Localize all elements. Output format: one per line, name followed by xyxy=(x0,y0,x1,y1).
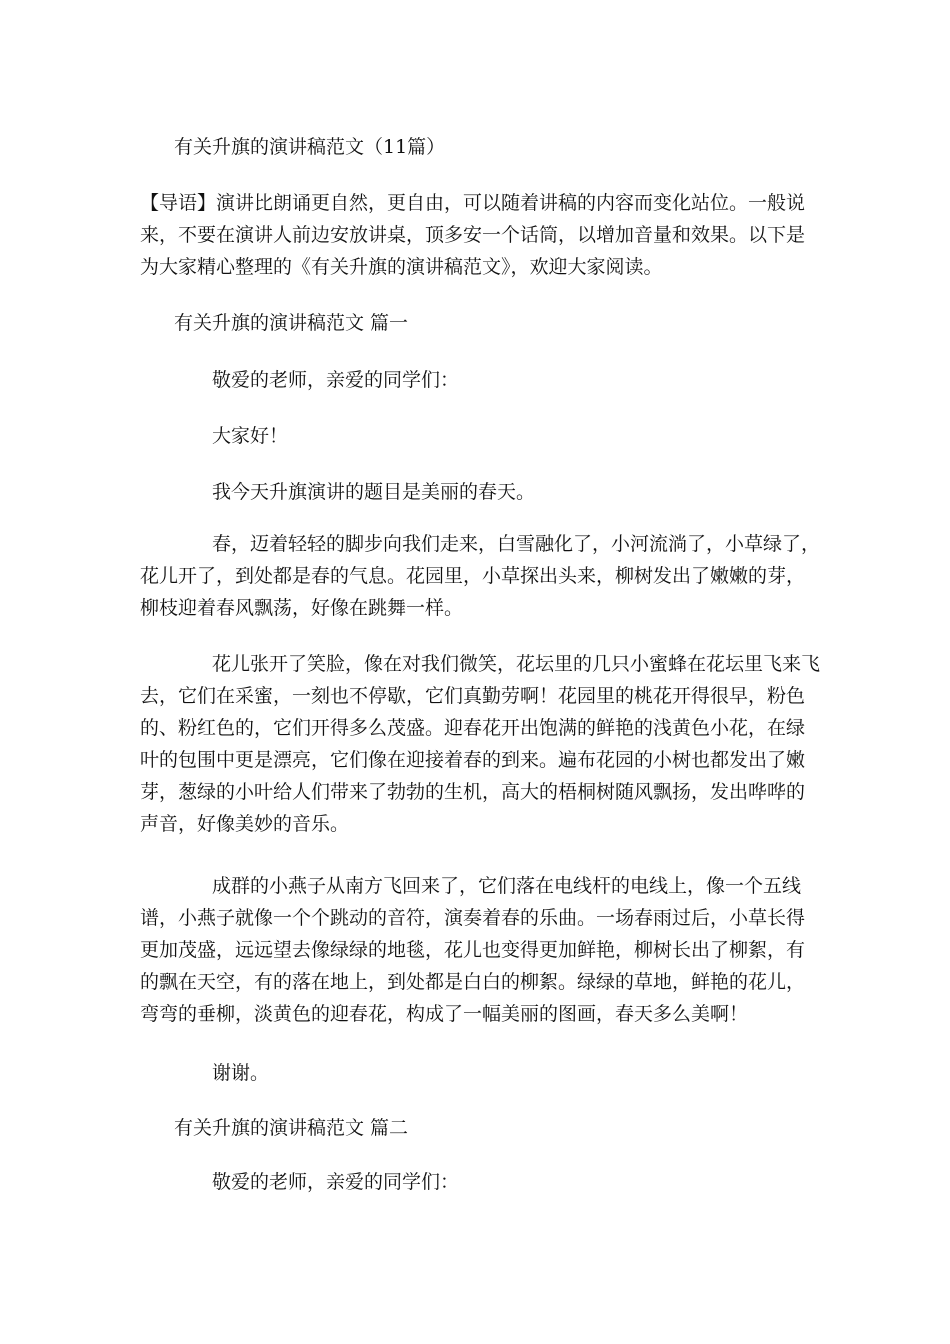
section-1-closing: 谢谢。 xyxy=(212,1062,270,1084)
section-1-paragraph-1: 春，迈着轻轻的脚步向我们走来，白雪融化了，小河流淌了，小草绿了，花儿开了，到处都是春的气息。花园里，小草探出头来，柳树发出了嫩嫩的芽，柳枝迎着春风飘荡，好像在跳舞一样。 xyxy=(140,533,821,619)
section-2-heading: 有关升旗的演讲稿范文 篇二 xyxy=(174,1117,409,1139)
section-1-topic: 我今天升旗演讲的题目是美丽的春天。 xyxy=(212,481,536,503)
section-1-paragraph-3: 成群的小燕子从南方飞回来了，它们落在电线杆的电线上，像一个五线谱，小燕子就像一个个跳动的音符，演奏着春的乐曲。一场春雨过后，小草长得更加茂盛，远远望去像绿绿的地毯，花儿也变得更加鲜艳，柳树长出了柳絮，有的飘在天空，有的落在地上，到处都是白白的柳絮。绿绿的草地，鲜艳的花儿，弯弯的垂柳，淡黄色的迎春花，构成了一幅美丽的图画，春天多么美啊！ xyxy=(140,875,806,1025)
section-1-greeting: 大家好！ xyxy=(212,425,289,447)
intro-paragraph: 【导语】演讲比朗诵更自然，更自由，可以随着讲稿的内容而变化站位。一般说来，不要在演讲人前边安放讲桌，顶多安一个话筒，以增加音量和效果。以下是为大家精心整理的《有关升旗的演讲稿范文》，欢迎大家阅读。 xyxy=(140,192,806,278)
section-1-paragraph-2: 花儿张开了笑脸，像在对我们微笑，花坛里的几只小蜜蜂在花坛里飞来飞去，它们在采蜜，一刻也不停歇，它们真勤劳啊！花园里的桃花开得很早，粉色的、粉红色的，它们开得多么茂盛。迎春花开出饱满的鲜艳的浅黄色小花，在绿叶的包围中更是漂亮，它们像在迎接着春的到来。遍布花园的小树也都发出了嫩芽，葱绿的小叶给人们带来了勃勃的生机，高大的梧桐树随风飘扬，发出哗哗的声音，好像美妙的音乐。 xyxy=(140,653,821,835)
section-2-salutation: 敬爱的老师，亲爱的同学们： xyxy=(212,1171,460,1193)
document-title: 有关升旗的演讲稿范文（11篇） xyxy=(174,136,446,158)
section-1-salutation: 敬爱的老师，亲爱的同学们： xyxy=(212,369,460,391)
section-1-heading: 有关升旗的演讲稿范文 篇一 xyxy=(174,312,409,334)
